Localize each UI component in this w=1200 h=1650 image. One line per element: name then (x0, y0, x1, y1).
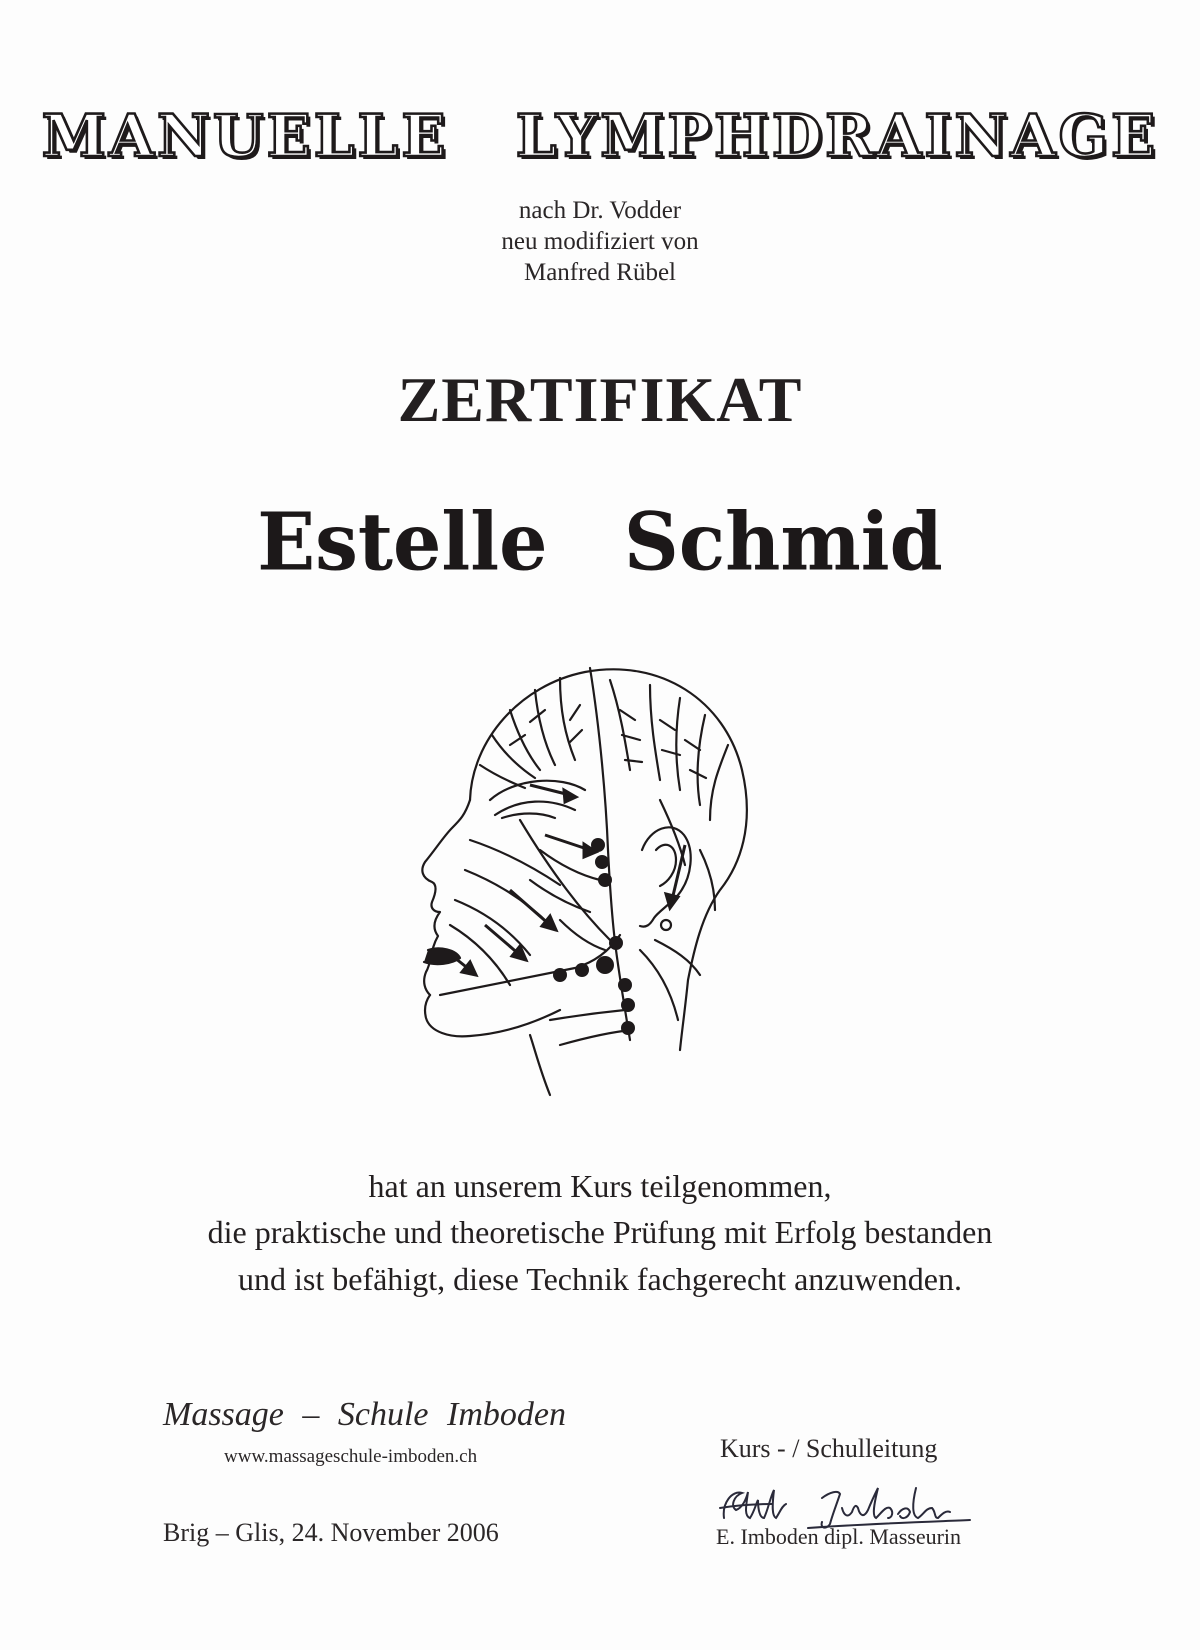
recipient-name: Estelle Schmid (257, 494, 943, 589)
school-website: www.massageschule-imboden.ch (224, 1446, 478, 1467)
body-line-2: die praktische und theoretische Prüfung mit Erfolg bestanden (207, 1214, 993, 1250)
body-line-3: und ist befähigt, diese Technik fachgerecht anzuwenden. (238, 1261, 962, 1297)
signer-name: E. Imboden dipl. Masseurin (716, 1524, 962, 1549)
subtitle-line-3: Manfred Rübel (523, 259, 677, 286)
subtitle-line-2: neu modifiziert von (501, 228, 699, 255)
signatory-role: Kurs - / Schulleitung (720, 1434, 938, 1463)
body-line-1: hat an unserem Kurs teilgenommen, (368, 1168, 832, 1204)
title-word-2: LYMPHDRAINAGE (515, 102, 1159, 170)
certificate-heading: ZERTIFIKAT (397, 364, 803, 435)
course-title (0, 102, 1200, 170)
title-word-1: MANUELLE (41, 102, 449, 170)
lymph-head-illustration (410, 650, 790, 1100)
subtitle-line-1: nach Dr. Vodder (518, 197, 682, 224)
school-name: Massage – Schule Imboden (163, 1396, 566, 1433)
place-date: Brig – Glis, 24. November 2006 (163, 1518, 499, 1547)
